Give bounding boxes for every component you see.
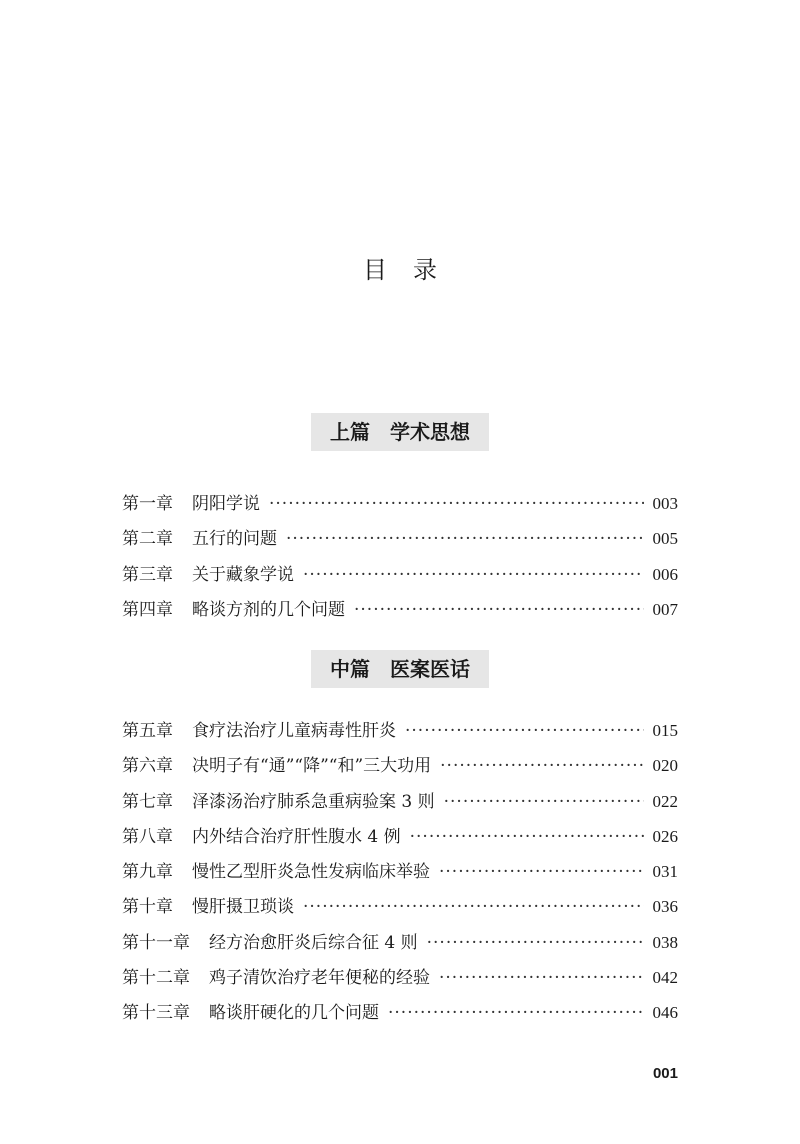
chapter-title: 阴阳学说 xyxy=(192,494,260,514)
dot-leader xyxy=(354,593,644,628)
chapter-number: 第四章 xyxy=(122,599,173,620)
toc-entry[interactable] xyxy=(122,557,678,592)
page-ref: 038 xyxy=(652,932,678,952)
dot-leader xyxy=(388,996,644,1031)
dot-leader xyxy=(439,961,644,996)
chapter-number: 第十一章 xyxy=(122,932,190,953)
page-title: 目录 xyxy=(363,256,463,284)
page-ref: 042 xyxy=(652,968,678,988)
toc-list-middle xyxy=(122,713,678,1031)
chapter-number: 第九章 xyxy=(122,862,173,883)
dot-leader xyxy=(303,558,644,593)
dot-leader xyxy=(427,926,644,961)
page-ref: 046 xyxy=(652,1003,678,1023)
toc-entry[interactable] xyxy=(122,784,678,819)
toc-entry[interactable] xyxy=(122,713,678,748)
chapter-number: 第五章 xyxy=(122,721,173,741)
chapter-title: 慢性乙型肝炎急性发病临床举验 xyxy=(192,862,430,883)
chapter-title: 关于藏象学说 xyxy=(192,564,294,585)
dot-leader xyxy=(440,749,643,784)
chapter-number: 第三章 xyxy=(122,564,173,585)
page-ref: 026 xyxy=(652,826,678,846)
dot-leader xyxy=(303,890,644,925)
page-ref: 020 xyxy=(652,756,678,776)
page-ref: 003 xyxy=(652,494,678,513)
chapter-number: 第六章 xyxy=(122,756,173,777)
page-ref: 036 xyxy=(652,897,678,917)
dot-leader xyxy=(405,714,644,749)
page-ref: 022 xyxy=(652,791,678,811)
chapter-number: 第七章 xyxy=(122,791,173,812)
dot-leader xyxy=(410,820,644,855)
chapter-title: 泽漆汤治疗肺系急重病验案 3 则 xyxy=(192,791,435,812)
chapter-title: 略谈肝硬化的几个问题 xyxy=(209,1003,379,1024)
chapter-title: 食疗法治疗儿童病毒性肝炎 xyxy=(192,721,396,741)
part-heading-upper: 上篇 学术思想 xyxy=(311,413,489,451)
dot-leader xyxy=(286,522,644,557)
toc-entry[interactable] xyxy=(122,995,678,1030)
toc-entry[interactable] xyxy=(122,521,678,556)
toc-list-upper xyxy=(122,486,678,627)
toc-entry[interactable] xyxy=(122,486,678,521)
toc-entry[interactable] xyxy=(122,748,678,783)
chapter-title: 鸡子清饮治疗老年便秘的经验 xyxy=(209,968,430,989)
page-ref: 006 xyxy=(652,564,678,584)
chapter-number: 第十三章 xyxy=(122,1003,190,1024)
toc-entry[interactable] xyxy=(122,925,678,960)
chapter-title: 慢肝摄卫琐谈 xyxy=(192,897,294,918)
page-ref: 007 xyxy=(652,599,678,619)
toc-entry[interactable] xyxy=(122,819,678,854)
chapter-number: 第八章 xyxy=(122,826,173,847)
chapter-number: 第二章 xyxy=(122,529,173,550)
dot-leader xyxy=(439,855,644,890)
toc-entry[interactable] xyxy=(122,592,678,627)
page-ref: 031 xyxy=(652,862,678,882)
chapter-title: 略谈方剂的几个问题 xyxy=(192,599,345,620)
part-heading-middle: 中篇 医案医话 xyxy=(311,650,489,688)
chapter-title: 五行的问题 xyxy=(192,529,277,550)
toc-entry[interactable] xyxy=(122,960,678,995)
chapter-title: 内外结合治疗肝性腹水 4 例 xyxy=(192,826,401,847)
page-number: 001 xyxy=(652,1065,678,1082)
dot-leader xyxy=(444,785,644,820)
chapter-title: 经方治愈肝炎后综合征 4 则 xyxy=(209,932,418,953)
page-ref: 015 xyxy=(652,721,678,740)
page-ref: 005 xyxy=(652,529,678,549)
toc-entry[interactable] xyxy=(122,854,678,889)
dot-leader xyxy=(269,487,644,522)
toc-entry[interactable] xyxy=(122,889,678,924)
chapter-number: 第十章 xyxy=(122,897,173,918)
chapter-title: 决明子有“通”“降”“和”三大功用 xyxy=(192,756,432,777)
chapter-number: 第十二章 xyxy=(122,968,190,989)
chapter-number: 第一章 xyxy=(122,494,173,514)
